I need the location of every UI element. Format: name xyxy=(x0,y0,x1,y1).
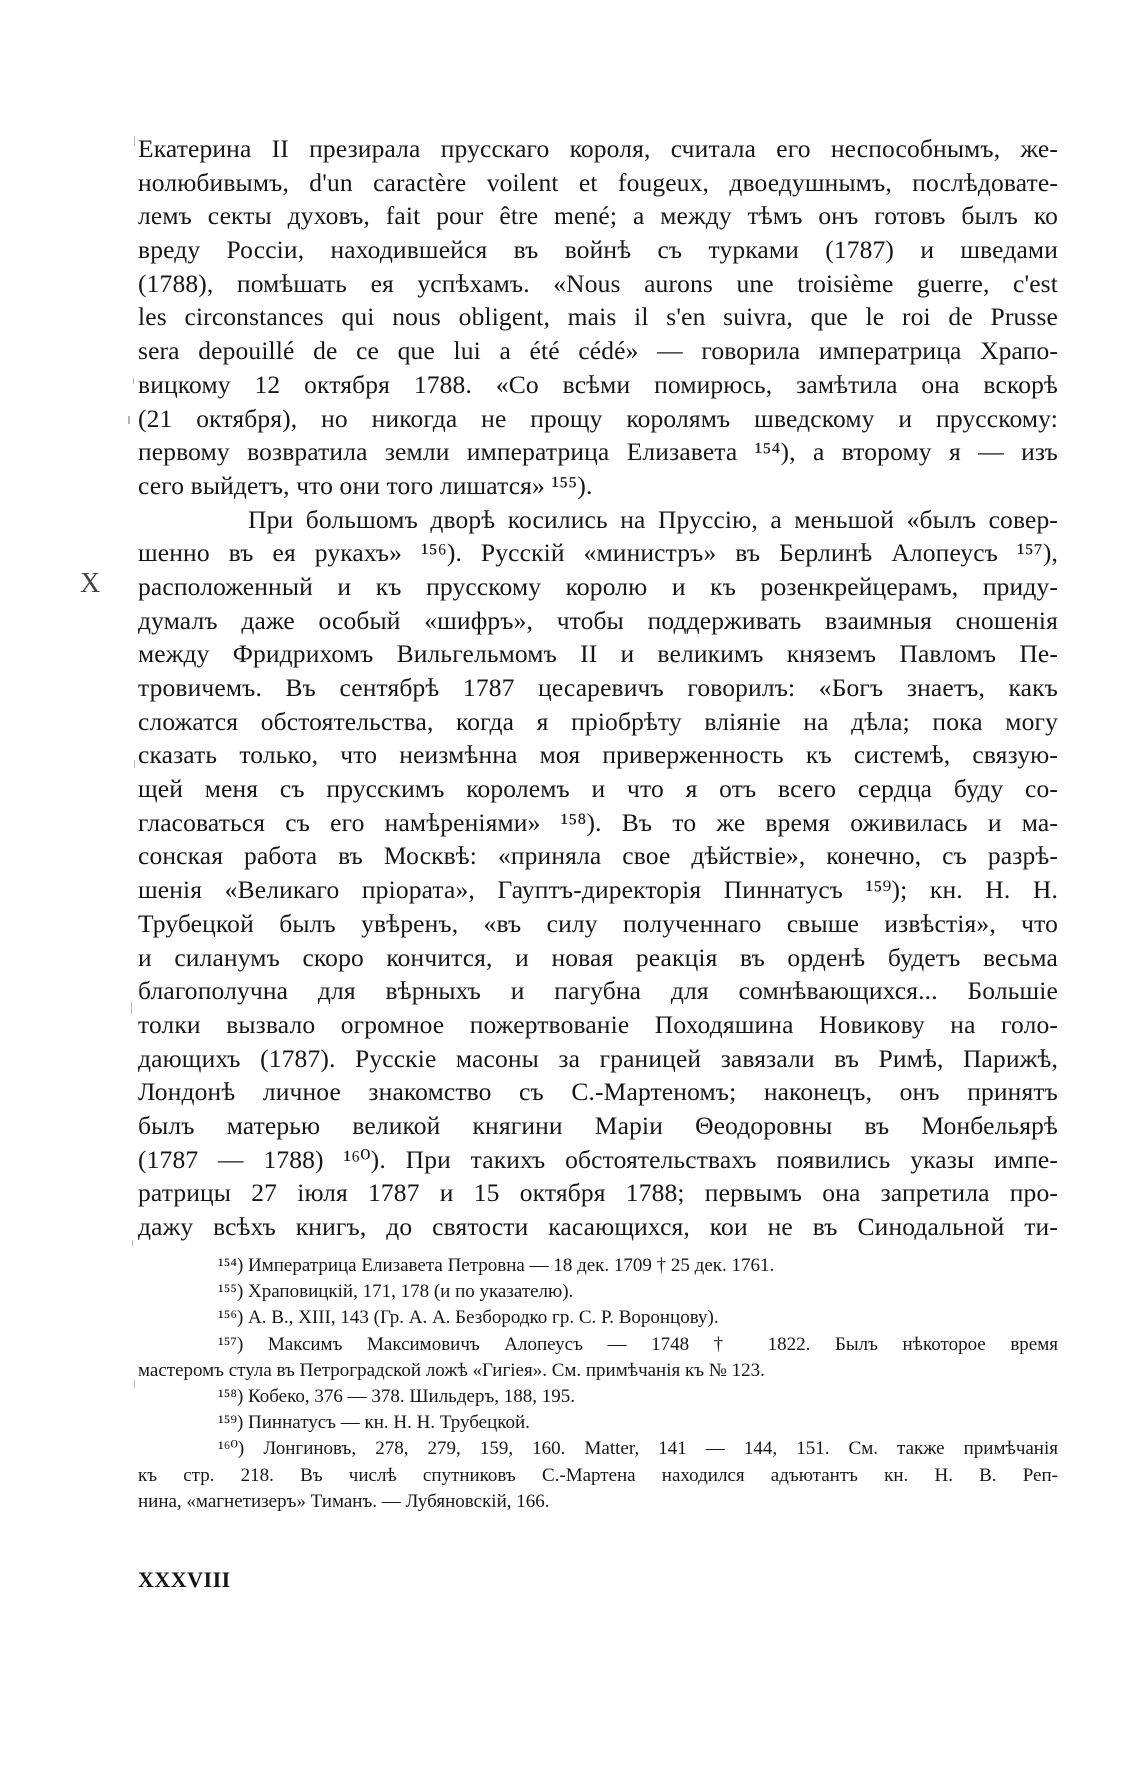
text-line: (1788), помѣшать ея успѣхамъ. «Nous aurons une troisième guerre, c'est xyxy=(138,268,1058,298)
text-line: вреду Россіи, находившейся въ войнѣ съ турками (1787) и шведами xyxy=(138,235,1058,265)
footnote: ¹⁵⁹) Пиннатусъ — кн. Н. Н. Трубецкой. xyxy=(218,1412,530,1434)
footnote-continuation: мастеромъ стула въ Петроградской ложѣ «Гигіея». См. примѣчанія къ № 123. xyxy=(138,1359,765,1381)
text-line: думалъ даже особый «шифръ», чтобы поддерживать взаимныя сношенія xyxy=(138,605,1058,635)
text-line: первому возвратила земли императрица Елизавета ¹⁵⁴), а второму я — изъ xyxy=(138,437,1058,467)
text-line: шенія «Великаго пріората», Гауптъ-директорія Пиннатусъ ¹⁵⁹); кн. Н. Н. xyxy=(138,875,1058,905)
footnotes xyxy=(138,1253,1058,1515)
text-line: ратрицы 27 іюля 1787 и 15 октября 1788; первымъ она запретила про- xyxy=(138,1178,1058,1208)
text-line: сонская работа въ Москвѣ: «приняла свое дѣйствіе», конечно, съ разрѣ- xyxy=(138,841,1058,871)
text-line: les circonstances qui nous obligent, mais il s'en suivra, que le roi de Prusse xyxy=(138,302,1058,332)
footnote: ¹⁶⁰) Лонгиновъ, 278, 279, 159, 160. Matter, 141 — 144, 151. См. также примѣчанія xyxy=(218,1438,1058,1460)
text-line: щей меня съ прусскимъ королемъ и что я отъ всего сердца буду со- xyxy=(138,774,1058,804)
scan-speck xyxy=(133,378,134,384)
text-line: былъ матерью великой княгини Маріи Θеодоровны въ Монбельярѣ xyxy=(138,1110,1058,1140)
footnote: ¹⁵⁷) Максимъ Максимовичъ Алопеусъ — 1748 † 1822. Былъ нѣкоторое время xyxy=(218,1333,1058,1355)
text-line: благополучна для вѣрныхъ и пагубна для сомнѣвающихся... Большіе xyxy=(138,976,1058,1006)
text-line: расположенный и къ прусскому королю и къ розенкрейцерамъ, приду- xyxy=(138,571,1058,601)
text-line: сказать только, что неизмѣнна моя приверженность къ системѣ, связую- xyxy=(138,740,1058,770)
text-line: нолюбивымъ, d'un caractère voilent et fougeux, двоедушнымъ, послѣдовате- xyxy=(138,167,1058,197)
page-number: XXXVIII xyxy=(138,1567,231,1592)
text-line: Екатерина II презирала прусскаго короля, считала его неспособнымъ, же- xyxy=(138,134,1058,163)
scan-speck xyxy=(134,1380,135,1388)
text-line: шенно въ ея рукахъ» ¹⁵⁶). Русскій «министръ» въ Берлинѣ Алопеусъ ¹⁵⁷), xyxy=(138,538,1058,568)
text-line: sera depouillé de ce que lui a été cédé» — говорила императрица Храпо- xyxy=(138,336,1058,366)
text-line: сего выйдетъ, что они того лишатся» ¹⁵⁵). xyxy=(138,470,593,500)
paragraph-start-line: При большомъ дворѣ косились на Пруссію, а меньшой «былъ совер- xyxy=(248,504,1058,534)
text-line: (1787 — 1788) ¹⁶⁰). При такихъ обстоятельствахъ появились указы импе- xyxy=(138,1144,1058,1174)
scan-speck xyxy=(134,136,135,146)
text-line: дающихъ (1787). Русскіе масоны за границей завязали въ Римѣ, Парижѣ, xyxy=(138,1043,1058,1073)
text-line: лемъ секты духовъ, fait pour être mené; а между тѣмъ онъ готовъ былъ ко xyxy=(138,201,1058,231)
main-text xyxy=(138,132,1058,1244)
scan-speck xyxy=(132,1240,133,1246)
text-line: и силанумъ скоро кончится, и новая реакція въ орденѣ будетъ весьма xyxy=(138,942,1058,972)
footnote: ¹⁵⁶) А. В., XIII, 143 (Гр. А. А. Безбородко гр. С. Р. Воронцову). xyxy=(218,1307,719,1329)
scan-speck xyxy=(131,1002,132,1014)
scan-speck xyxy=(128,416,130,424)
text-line: между Фридрихомъ Вильгельмомъ II и великимъ княземъ Павломъ Пе- xyxy=(138,639,1058,669)
footnote: ¹⁵⁸) Кобеко, 376 — 378. Шильдеръ, 188, 195. xyxy=(218,1385,576,1407)
footnote-continuation: нина, «магнетизеръ» Тиманъ. — Лубяновскій, 166. xyxy=(138,1490,550,1512)
text-line: Лондонѣ личное знакомство съ С.-Мартеномъ; наконецъ, онъ принятъ xyxy=(138,1077,1058,1107)
text-line: гласоваться съ его намѣреніями» ¹⁵⁸). Въ то же время оживилась и ма- xyxy=(138,807,1058,837)
footnote: ¹⁵⁴) Императрица Елизавета Петровна — 18 дек. 1709 † 25 дек. 1761. xyxy=(218,1255,775,1276)
text-line: дажу всѣхъ книгъ, до святости касающихся, кои не въ Синодальной ти- xyxy=(138,1212,1058,1241)
margin-mark: X xyxy=(80,568,101,599)
text-line: (21 октября), но никогда не прощу королямъ шведскому и прусскому: xyxy=(138,403,1058,433)
text-line: тровичемъ. Въ сентябрѣ 1787 цесаревичъ говорилъ: «Богъ знаетъ, какъ xyxy=(138,673,1058,702)
text-line: вицкому 12 октября 1788. «Со всѣми помирюсь, замѣтила она вскорѣ xyxy=(138,369,1058,399)
scan-speck xyxy=(134,760,135,768)
text-line: Трубецкой былъ увѣренъ, «въ силу полученнаго свыше извѣстія», что xyxy=(138,908,1058,938)
footnote-continuation: къ стр. 218. Въ числѣ спутниковъ С.-Мартена находился адъютантъ кн. Н. В. Реп- xyxy=(138,1464,1058,1486)
footnote: ¹⁵⁵) Храповицкій, 171, 178 (и по указателю). xyxy=(218,1281,574,1303)
text-line: толки вызвало огромное пожертвованіе Походяшина Новикову на голо- xyxy=(138,1009,1058,1039)
text-line: сложатся обстоятельства, когда я пріобрѣту вліяніе на дѣла; пока могу xyxy=(138,706,1058,736)
